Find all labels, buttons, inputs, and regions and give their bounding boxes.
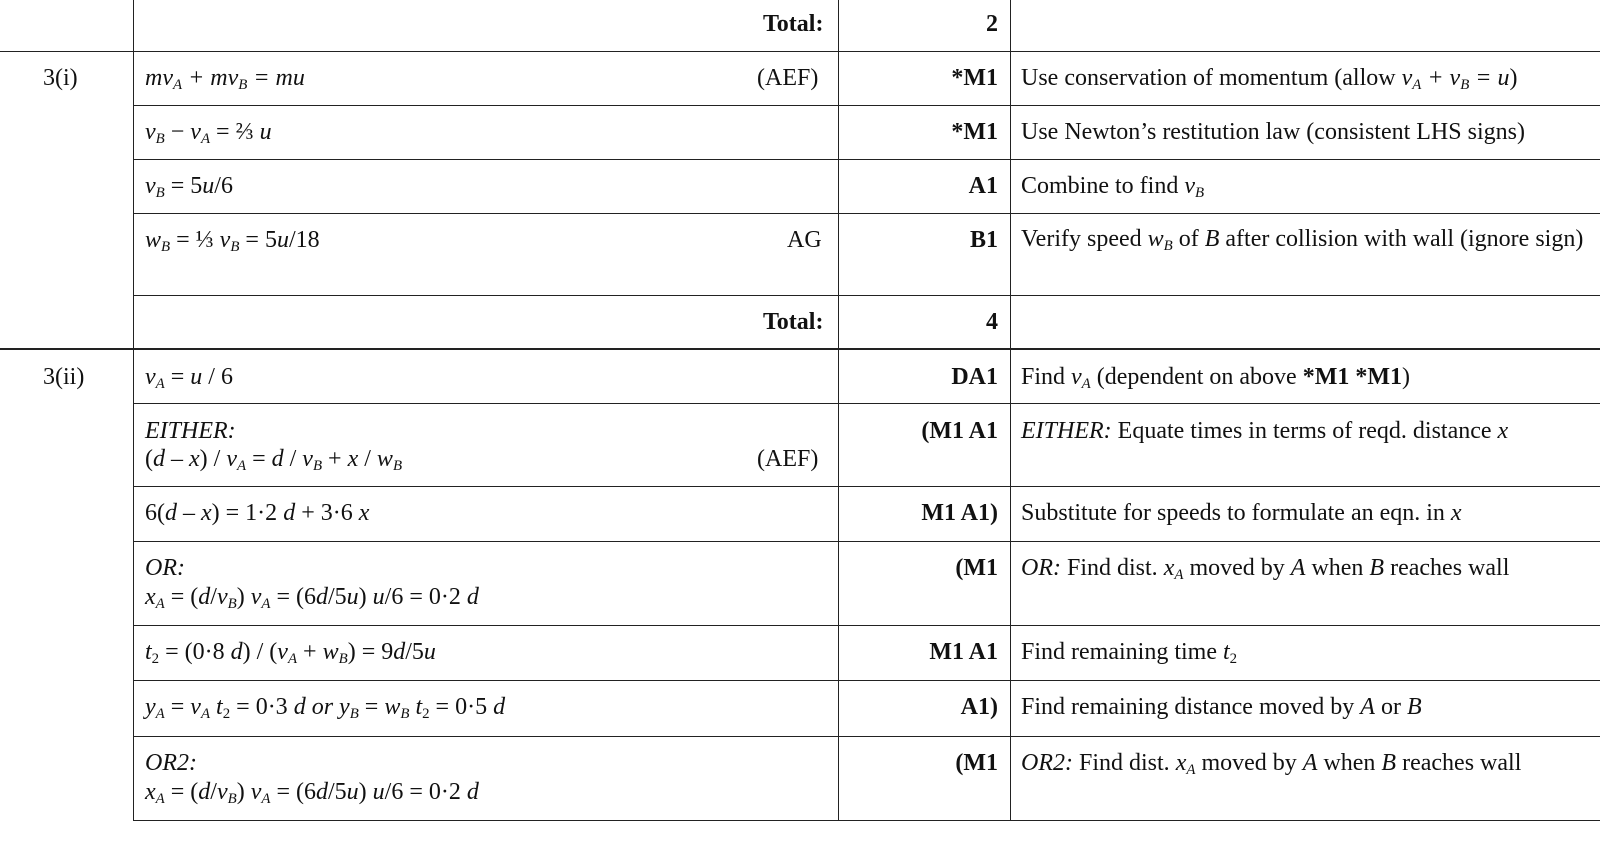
- row-divider: [133, 213, 1600, 214]
- guidance: Find remaining time $t_2$: [1021, 639, 1238, 668]
- total-label: Total:: [763, 309, 824, 335]
- column-divider: [1010, 0, 1011, 821]
- answer-expression: $mv_A + mv_B$ = mu: [145, 65, 305, 94]
- row-divider: [133, 736, 1600, 737]
- answer-expression: $w_B$ = ⅓ $v_B = 5u/18$: [145, 227, 320, 256]
- answer-expression: $x_A = (d/v_B) v_A = (6d/5u) u/6 = 0\cdot 2$ d: [145, 584, 479, 613]
- mark: (M1 A1: [921, 418, 998, 444]
- guidance: Find $v_A$ (dependent on above *M1 *M1): [1021, 364, 1410, 393]
- row-divider: [0, 51, 1600, 52]
- answer-expression: $y_A = v_A$ $t_2 = 0\cdot 3$ d or $y_B = w_B$ $t_2 = 0\cdot 5$ d: [145, 694, 506, 723]
- mark: (M1: [955, 555, 998, 581]
- total-mark: 2: [986, 11, 998, 37]
- row-divider: [133, 295, 1600, 296]
- guidance: Substitute for speeds to formulate an eqn. in x: [1021, 500, 1462, 526]
- answer-note: (AEF): [757, 65, 819, 91]
- total-mark: 4: [986, 309, 998, 335]
- mark: DA1: [951, 364, 998, 390]
- answer-expression: $x_A = (d/v_B) v_A = (6d/5u) u/6 = 0\cdot 2$ d: [145, 779, 479, 808]
- row-divider: [133, 625, 1600, 626]
- row-divider: [133, 680, 1600, 681]
- method-label: OR:: [145, 555, 185, 581]
- answer-expression: $v_B = 5u/6$: [145, 173, 233, 202]
- question-number: 3(i): [43, 65, 78, 91]
- guidance: Find remaining distance moved by A or B: [1021, 694, 1422, 720]
- guidance: Verify speed $w_B$ of B after collision with wall (ignore sign): [1021, 226, 1584, 255]
- mark: M1 A1): [921, 500, 998, 526]
- mark: *M1: [951, 119, 998, 145]
- mark: (M1: [955, 750, 998, 776]
- total-label: Total:: [763, 11, 824, 37]
- row-divider: [133, 486, 1600, 487]
- row-divider: [133, 159, 1600, 160]
- guidance: Use Newton’s restitution law (consistent LHS signs): [1021, 119, 1525, 145]
- section-divider: [0, 348, 1600, 350]
- mark: *M1: [951, 65, 998, 91]
- answer-expression: $(d - x) / v_A = d / v_B + x / w_B$: [145, 446, 403, 475]
- guidance: Combine to find $v_B$: [1021, 173, 1205, 202]
- mark: B1: [969, 227, 998, 253]
- question-number: 3(ii): [43, 364, 85, 390]
- row-divider: [133, 403, 1600, 404]
- answer-expression: $v_B - v_A$ = ⅔ u: [145, 119, 272, 148]
- answer-expression: 6(d – x) = 1·2 d + 3·6 x: [145, 500, 370, 526]
- answer-expression: $t_2 = (0\cdot 8$ $d) / (v_A + w_B) = 9d/5u$: [145, 639, 436, 668]
- row-divider: [133, 820, 1600, 821]
- mark: A1): [960, 694, 998, 720]
- mark: A1: [968, 173, 998, 199]
- answer-note: (AEF): [757, 446, 819, 472]
- guidance: EITHER: Equate times in terms of reqd. distance x: [1021, 418, 1509, 444]
- column-divider: [838, 0, 839, 821]
- row-divider: [133, 541, 1600, 542]
- guidance: Use conservation of momentum (allow $v_A + v_B = u$): [1021, 65, 1518, 94]
- method-label: OR2:: [145, 750, 197, 776]
- column-divider: [133, 0, 134, 821]
- guidance: OR: Find dist. $x_A$ moved by A when B reaches wall: [1021, 555, 1510, 584]
- mark: M1 A1: [929, 639, 998, 665]
- answer-note: AG: [787, 227, 822, 253]
- method-label: EITHER:: [145, 418, 236, 444]
- answer-expression: $v_A = u / 6$: [145, 364, 233, 393]
- guidance: OR2: Find dist. $x_A$ moved by A when B reaches wall: [1021, 750, 1522, 779]
- row-divider: [133, 105, 1600, 106]
